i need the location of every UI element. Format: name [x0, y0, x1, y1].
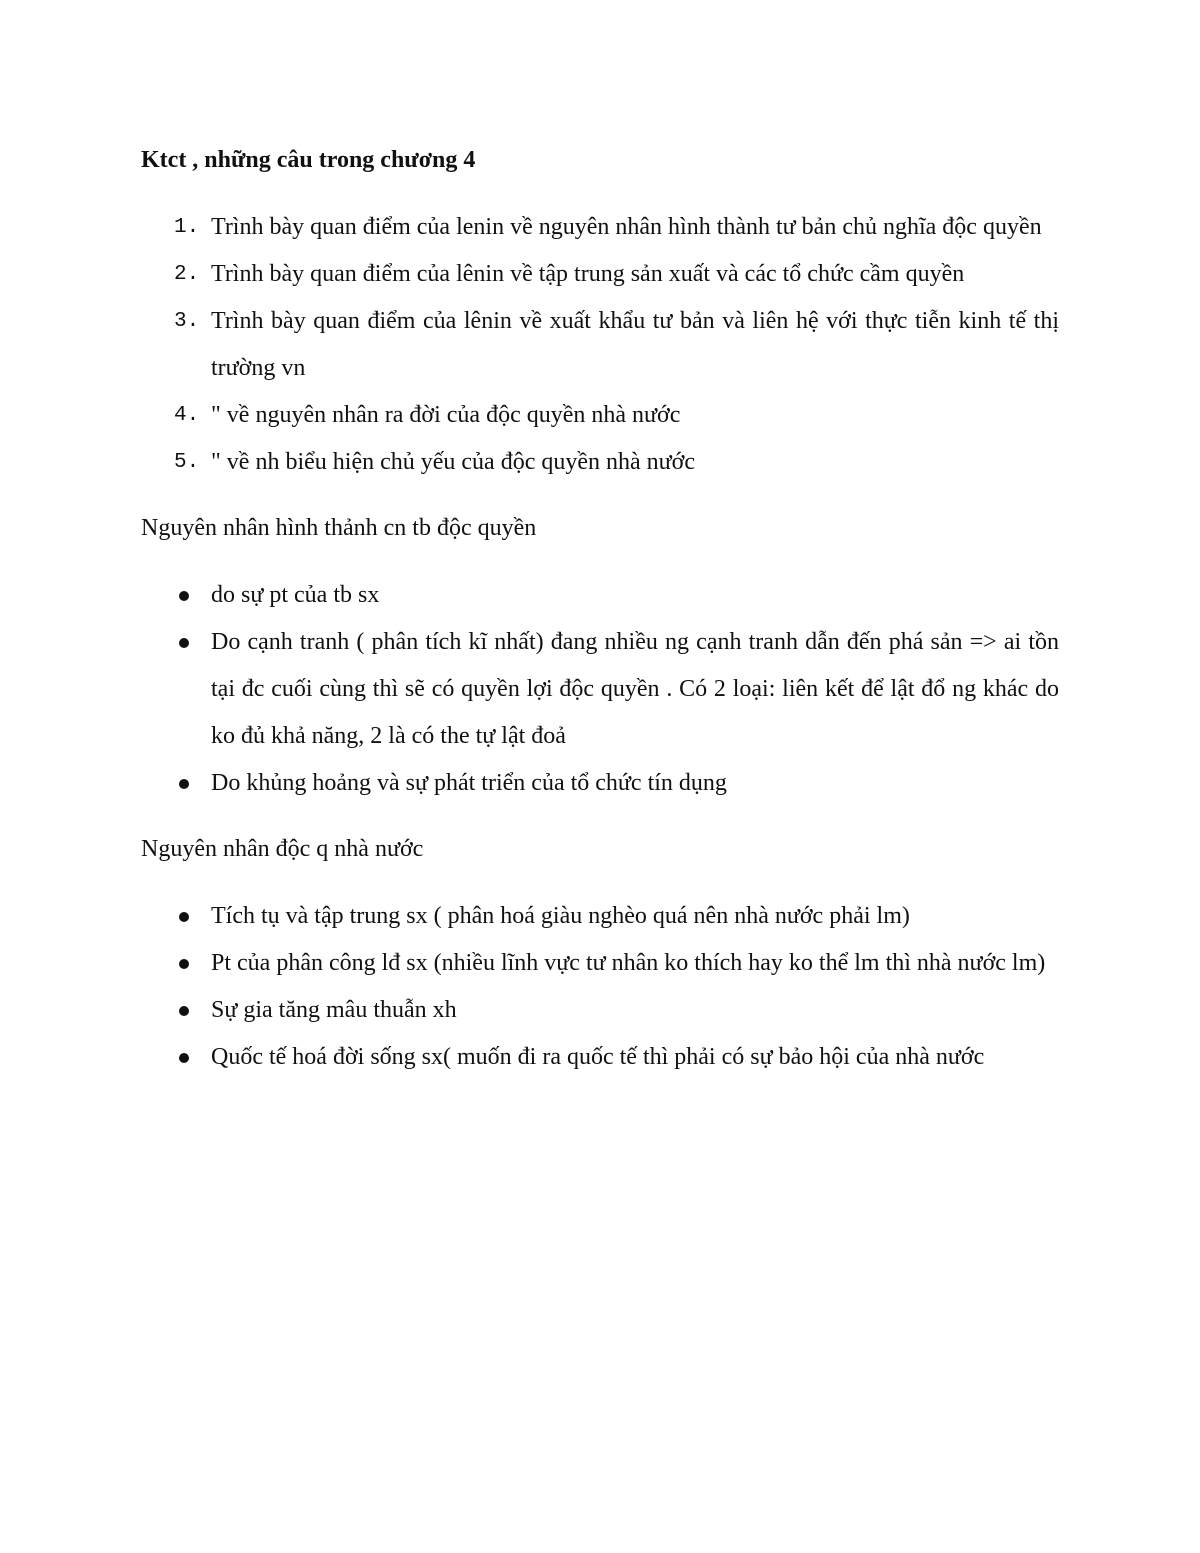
monopoly-causes-list	[141, 572, 1059, 807]
bullet-icon	[179, 1006, 189, 1016]
list-item-text: Quốc tế hoá đời sống sx( muốn đi ra quốc tế thì phải có sự bảo hội của nhà nước	[211, 1044, 985, 1070]
list-item-text: Tích tụ và tập trung sx ( phân hoá giàu nghèo quá nên nhà nước phải lm)	[211, 903, 910, 929]
list-number: 5.	[174, 451, 200, 474]
bullet-icon	[179, 1053, 189, 1063]
list-item	[141, 940, 1059, 987]
question-item	[141, 298, 1059, 392]
bullet-icon	[179, 912, 189, 922]
list-item-text: Sự gia tăng mâu thuẫn xh	[211, 997, 457, 1023]
bullet-icon	[179, 638, 189, 648]
list-item	[141, 619, 1059, 760]
list-item-text: do sự pt của tb sx	[211, 582, 380, 608]
bullet-icon	[179, 959, 189, 969]
list-item-text: Do khủng hoảng và sự phát triển của tổ chức tín dụng	[211, 770, 727, 796]
question-item	[141, 204, 1059, 251]
question-list	[141, 204, 1059, 486]
list-item-text: Pt của phân công lđ sx (nhiều lĩnh vực tư nhân ko thích hay ko thể lm thì nhà nước lm)	[211, 950, 1046, 976]
list-item	[141, 572, 1059, 619]
list-number: 3.	[174, 310, 200, 333]
list-item-text: Do cạnh tranh ( phân tích kĩ nhất) đang nhiều ng cạnh tranh dẫn đến phá sản => ai tồn tại đc cuối cùng thì sẽ có quyền lợi độc quyền . Có 2 loại: liên kết để lật đổ ng khác do ko đủ khả năng, 2 là có the tự lật đoả	[211, 629, 1059, 749]
list-number: 1.	[174, 216, 200, 239]
list-item	[141, 893, 1059, 940]
question-item	[141, 251, 1059, 298]
question-text: " về nh biểu hiện chủ yếu của độc quyền nhà nước	[211, 449, 696, 475]
question-item	[141, 439, 1059, 486]
list-number: 2.	[174, 263, 200, 286]
question-text: " về nguyên nhân ra đời của độc quyền nhà nước	[211, 402, 681, 428]
document-body	[141, 140, 1059, 1081]
question-item	[141, 392, 1059, 439]
bullet-icon	[179, 591, 189, 601]
state-monopoly-causes-list	[141, 893, 1059, 1081]
question-text: Trình bày quan điểm của lenin về nguyên nhân hình thành tư bản chủ nghĩa độc quyền	[211, 214, 1042, 240]
list-number: 4.	[174, 404, 200, 427]
list-item	[141, 987, 1059, 1034]
question-text: Trình bày quan điểm của lênin về tập trung sản xuất và các tổ chức cầm quyền	[211, 261, 965, 287]
list-item	[141, 1034, 1059, 1081]
section-heading-monopoly-causes: Nguyên nhân hình thảnh cn tb độc quyền	[141, 515, 537, 541]
bullet-icon	[179, 779, 189, 789]
list-item	[141, 760, 1059, 807]
section-heading-state-monopoly-causes: Nguyên nhân độc q nhà nước	[141, 836, 424, 862]
question-text: Trình bày quan điểm của lênin về xuất khẩu tư bản và liên hệ với thực tiễn kinh tế thị trường vn	[211, 308, 1059, 381]
document-title: Ktct , những câu trong chương 4	[141, 147, 476, 173]
